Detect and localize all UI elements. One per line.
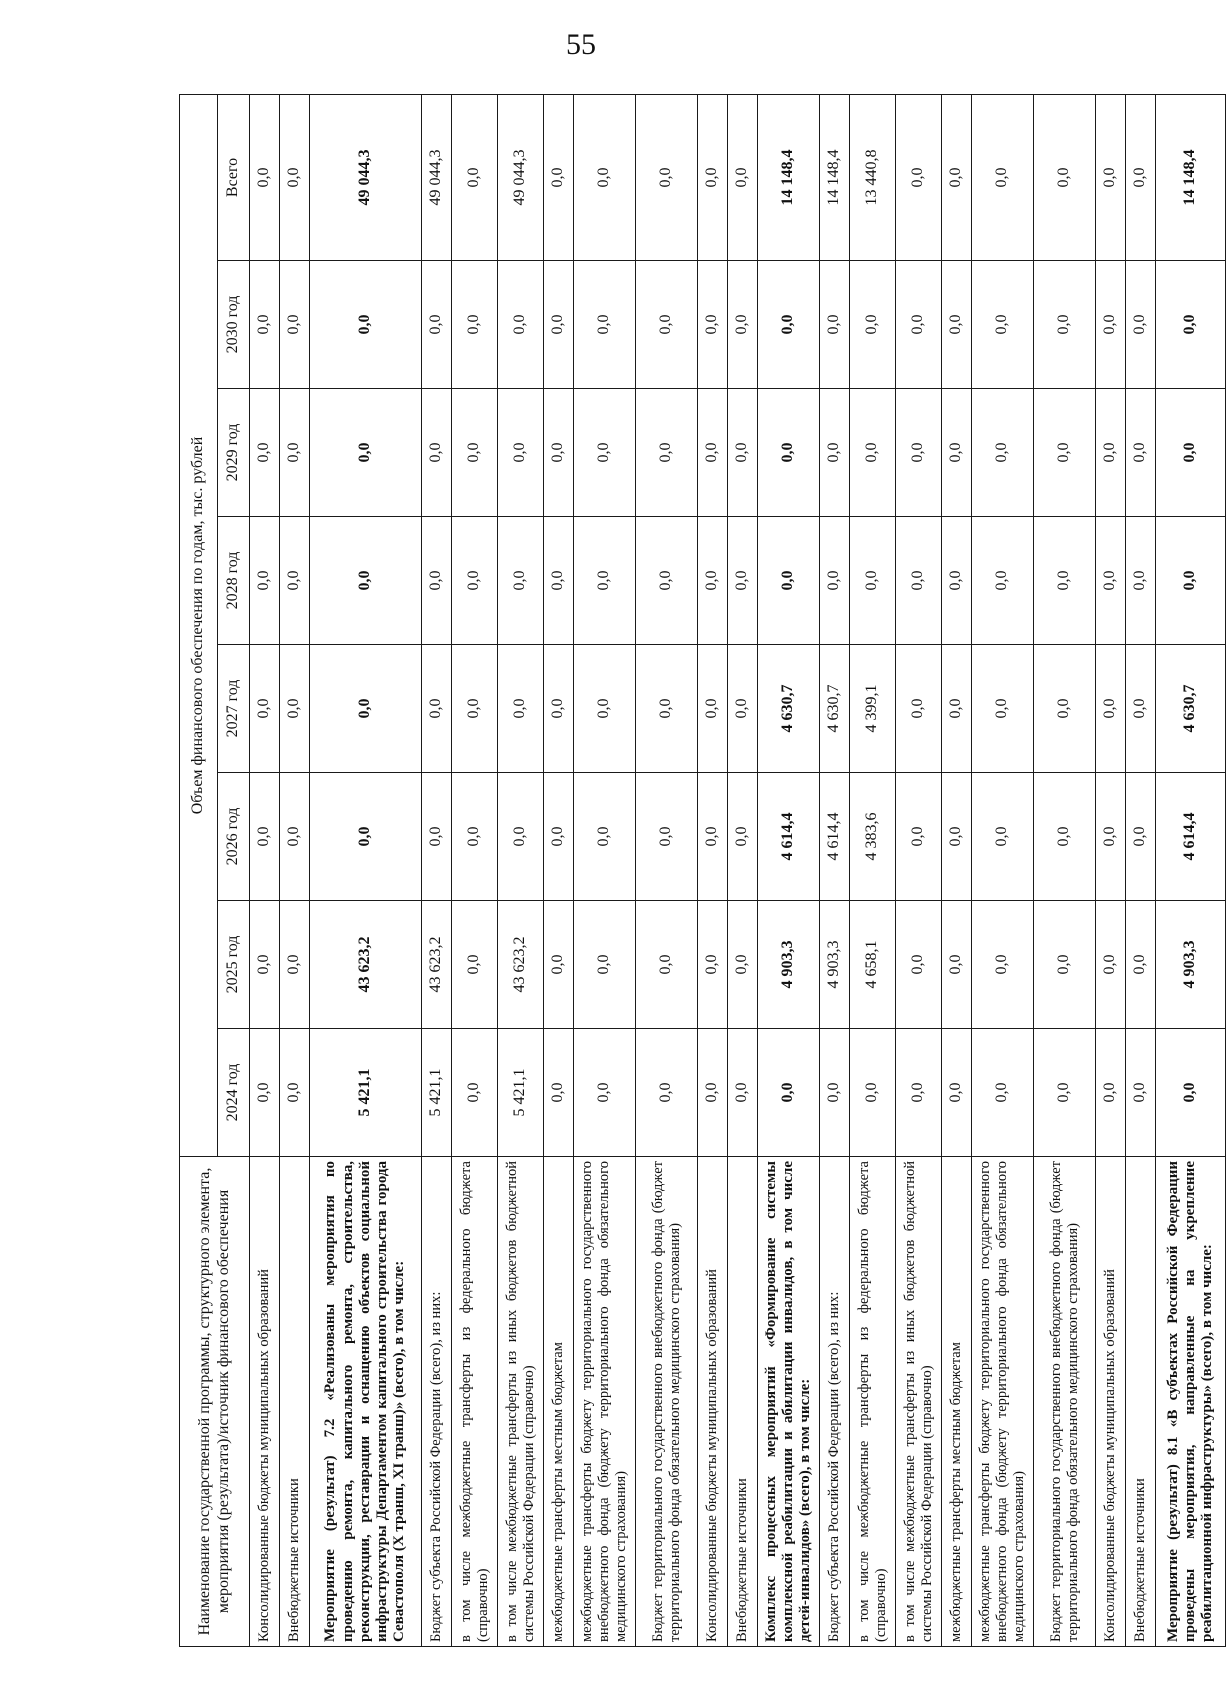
row-label: Бюджет территориального государственного внебюджетного фонда (бюджет территориального фонда обязательного медицинского страхования) [1034, 1157, 1096, 1647]
row-year-value: 0,0 [544, 1029, 574, 1157]
table-row [422, 94, 452, 1646]
row-year-value: 0,0 [1126, 261, 1156, 389]
row-year-value: 0,0 [250, 773, 280, 901]
row-year-value: 0,0 [280, 901, 310, 1029]
row-year-value: 0,0 [698, 261, 728, 389]
header-row-1 [180, 94, 218, 1646]
row-year-value: 43 623,2 [498, 901, 544, 1029]
page-number: 55 [566, 28, 596, 61]
row-year-value: 0,0 [1156, 517, 1226, 645]
row-year-value: 0,0 [896, 773, 942, 901]
row-year-value: 5 421,1 [498, 1029, 544, 1157]
row-year-value: 0,0 [820, 1029, 850, 1157]
table-row [1126, 94, 1156, 1646]
row-total-value: 14 148,4 [758, 94, 820, 260]
table-body [250, 94, 1226, 1646]
row-year-value: 0,0 [544, 517, 574, 645]
row-year-value: 4 903,3 [758, 901, 820, 1029]
row-year-value: 0,0 [544, 773, 574, 901]
header-year: 2025 год [218, 901, 250, 1029]
row-year-value: 0,0 [574, 389, 636, 517]
row-total-value: 0,0 [972, 94, 1034, 260]
row-year-value: 0,0 [728, 645, 758, 773]
row-year-value: 0,0 [942, 261, 972, 389]
row-year-value: 0,0 [942, 773, 972, 901]
row-year-value: 0,0 [1096, 261, 1126, 389]
row-year-value: 0,0 [1034, 389, 1096, 517]
row-year-value: 0,0 [896, 1029, 942, 1157]
row-year-value: 0,0 [758, 389, 820, 517]
row-total-value: 0,0 [636, 94, 698, 260]
row-year-value: 0,0 [280, 261, 310, 389]
table-row [850, 94, 896, 1646]
row-year-value: 0,0 [422, 773, 452, 901]
row-year-value: 0,0 [1126, 517, 1156, 645]
row-year-value: 0,0 [1034, 901, 1096, 1029]
row-year-value: 0,0 [1096, 517, 1126, 645]
row-year-value: 0,0 [942, 389, 972, 517]
row-year-value: 4 614,4 [1156, 773, 1226, 901]
row-year-value: 0,0 [452, 773, 498, 901]
row-year-value: 0,0 [698, 901, 728, 1029]
row-year-value: 0,0 [1034, 517, 1096, 645]
row-total-value: 49 044,3 [310, 94, 422, 260]
row-total-value: 14 148,4 [1156, 94, 1226, 260]
row-year-value: 43 623,2 [422, 901, 452, 1029]
table-row [972, 94, 1034, 1646]
row-total-value: 0,0 [1034, 94, 1096, 260]
row-label: Консолидированные бюджеты муниципальных образований [1096, 1157, 1126, 1647]
row-year-value: 0,0 [820, 389, 850, 517]
row-year-value: 0,0 [758, 1029, 820, 1157]
table-row [896, 94, 942, 1646]
row-year-value: 0,0 [574, 1029, 636, 1157]
row-year-value: 0,0 [422, 645, 452, 773]
row-label: Комплекс процессных мероприятий «Формирование системы комплексной реабилитации и абилитации инвалидов, в том числе детей-инвалидов» (всего), в том числе: [758, 1157, 820, 1647]
row-year-value: 0,0 [1096, 645, 1126, 773]
row-year-value: 0,0 [896, 389, 942, 517]
row-year-value: 0,0 [1126, 645, 1156, 773]
table-row [1096, 94, 1126, 1646]
row-year-value: 0,0 [574, 645, 636, 773]
row-year-value: 5 421,1 [310, 1029, 422, 1157]
row-label: Внебюджетные источники [728, 1157, 758, 1647]
row-year-value: 0,0 [1126, 389, 1156, 517]
row-total-value: 0,0 [1096, 94, 1126, 260]
row-year-value: 0,0 [758, 517, 820, 645]
row-label: Бюджет территориального государственного внебюджетного фонда (бюджет территориального фонда обязательного медицинского страхования) [636, 1157, 698, 1647]
row-year-value: 0,0 [422, 517, 452, 645]
row-year-value: 4 903,3 [820, 901, 850, 1029]
row-year-value: 0,0 [972, 1029, 1034, 1157]
header-year: 2026 год [218, 773, 250, 901]
row-label: в том числе межбюджетные трансферты из иных бюджетов бюджетной системы Российской Федерации (справочно) [498, 1157, 544, 1647]
row-year-value: 4 630,7 [758, 645, 820, 773]
table-row [310, 94, 422, 1646]
row-year-value: 4 903,3 [1156, 901, 1226, 1029]
table-row [544, 94, 574, 1646]
row-year-value: 4 658,1 [850, 901, 896, 1029]
row-year-value: 0,0 [636, 1029, 698, 1157]
row-year-value: 0,0 [250, 901, 280, 1029]
row-year-value: 0,0 [1034, 261, 1096, 389]
row-year-value: 0,0 [452, 389, 498, 517]
row-year-value: 0,0 [498, 389, 544, 517]
row-label: межбюджетные трансферты местным бюджетам [544, 1157, 574, 1647]
row-year-value: 0,0 [728, 389, 758, 517]
row-year-value: 0,0 [728, 517, 758, 645]
row-year-value: 0,0 [850, 261, 896, 389]
row-label: в том числе межбюджетные трансферты из федерального бюджета (справочно) [850, 1157, 896, 1647]
row-year-value: 0,0 [820, 261, 850, 389]
row-year-value: 0,0 [310, 645, 422, 773]
row-total-value: 0,0 [728, 94, 758, 260]
row-label: межбюджетные трансферты местным бюджетам [942, 1157, 972, 1647]
row-total-value: 14 148,4 [820, 94, 850, 260]
row-year-value: 0,0 [452, 901, 498, 1029]
row-year-value: 0,0 [1126, 901, 1156, 1029]
row-year-value: 0,0 [942, 517, 972, 645]
table-row [942, 94, 972, 1646]
row-label: Бюджет субъекта Российской Федерации (всего), из них: [820, 1157, 850, 1647]
row-total-value: 0,0 [698, 94, 728, 260]
row-year-value: 0,0 [452, 1029, 498, 1157]
row-year-value: 0,0 [574, 901, 636, 1029]
row-year-value: 4 614,4 [758, 773, 820, 901]
table-row [1034, 94, 1096, 1646]
row-year-value: 0,0 [498, 645, 544, 773]
table-row [280, 94, 310, 1646]
row-year-value: 0,0 [896, 645, 942, 773]
row-total-value: 13 440,8 [850, 94, 896, 260]
header-year: 2024 год [218, 1029, 250, 1157]
row-total-value: 49 044,3 [422, 94, 452, 260]
header-year: 2027 год [218, 645, 250, 773]
row-year-value: 0,0 [728, 261, 758, 389]
row-year-value: 0,0 [280, 1029, 310, 1157]
row-year-value: 0,0 [280, 517, 310, 645]
row-year-value: 0,0 [1096, 773, 1126, 901]
row-year-value: 0,0 [972, 645, 1034, 773]
row-year-value: 0,0 [574, 517, 636, 645]
row-year-value: 0,0 [1156, 389, 1226, 517]
row-year-value: 0,0 [250, 389, 280, 517]
row-year-value: 0,0 [1096, 901, 1126, 1029]
row-year-value: 0,0 [896, 261, 942, 389]
row-year-value: 0,0 [698, 1029, 728, 1157]
row-year-value: 0,0 [250, 645, 280, 773]
header-year: 2029 год [218, 389, 250, 517]
row-total-value: 49 044,3 [498, 94, 544, 260]
row-total-value: 0,0 [942, 94, 972, 260]
row-year-value: 0,0 [698, 773, 728, 901]
row-year-value: 0,0 [280, 389, 310, 517]
row-year-value: 0,0 [850, 389, 896, 517]
row-year-value: 0,0 [820, 517, 850, 645]
row-year-value: 0,0 [1156, 261, 1226, 389]
row-year-value: 0,0 [972, 261, 1034, 389]
row-year-value: 0,0 [544, 389, 574, 517]
header-total: Всего [218, 94, 250, 260]
financing-table [179, 94, 1226, 1647]
row-year-value: 0,0 [728, 773, 758, 901]
row-label: Внебюджетные источники [280, 1157, 310, 1647]
row-year-value: 0,0 [250, 517, 280, 645]
row-year-value: 0,0 [728, 901, 758, 1029]
row-year-value: 0,0 [498, 261, 544, 389]
row-year-value: 0,0 [972, 389, 1034, 517]
row-label: Мероприятие (результат) 8.1 «В субъектах Российской Федерации проведены мероприятия, направленные на укрепление реабилитационной инфраструктуры» (всего), в том числе: [1156, 1157, 1226, 1647]
row-year-value: 0,0 [1096, 1029, 1126, 1157]
table-row [728, 94, 758, 1646]
row-label: Мероприятие (результат) 7.2 «Реализованы мероприятия по проведению ремонта, капитального ремонта, строительства, реконструкции, реставрации и оснащению объектов социальной инфраструктуры Департаментом капитального строительства города Севастополя (X транш, XI транш)» (всего), в том числе: [310, 1157, 422, 1647]
row-year-value: 0,0 [636, 645, 698, 773]
row-year-value: 0,0 [896, 517, 942, 645]
row-year-value: 0,0 [758, 261, 820, 389]
row-year-value: 0,0 [636, 517, 698, 645]
row-year-value: 0,0 [1034, 645, 1096, 773]
row-year-value: 0,0 [972, 901, 1034, 1029]
row-year-value: 0,0 [574, 773, 636, 901]
row-year-value: 0,0 [1034, 1029, 1096, 1157]
row-year-value: 0,0 [1156, 1029, 1226, 1157]
row-year-value: 0,0 [636, 389, 698, 517]
row-year-value: 4 630,7 [1156, 645, 1226, 773]
row-label: Бюджет субъекта Российской Федерации (всего), из них: [422, 1157, 452, 1647]
row-total-value: 0,0 [574, 94, 636, 260]
row-year-value: 0,0 [636, 901, 698, 1029]
row-year-value: 0,0 [698, 645, 728, 773]
row-label: межбюджетные трансферты бюджету территориального государственного внебюджетного фонда (бюджету территориального фонда обязательного медицинского страхования) [574, 1157, 636, 1647]
table-row [820, 94, 850, 1646]
row-year-value: 0,0 [698, 389, 728, 517]
row-year-value: 4 630,7 [820, 645, 850, 773]
row-year-value: 0,0 [1034, 773, 1096, 901]
financing-table-rotated [179, 95, 1216, 1647]
row-year-value: 4 383,6 [850, 773, 896, 901]
row-year-value: 0,0 [896, 901, 942, 1029]
row-total-value: 0,0 [896, 94, 942, 260]
row-label: межбюджетные трансферты бюджету территориального государственного внебюджетного фонда (бюджету территориального фонда обязательного медицинского страхования) [972, 1157, 1034, 1647]
row-year-value: 0,0 [972, 517, 1034, 645]
row-year-value: 0,0 [574, 261, 636, 389]
row-year-value: 0,0 [498, 517, 544, 645]
row-year-value: 0,0 [452, 517, 498, 645]
row-year-value: 0,0 [250, 261, 280, 389]
row-year-value: 0,0 [422, 261, 452, 389]
row-year-value: 0,0 [498, 773, 544, 901]
row-year-value: 0,0 [310, 261, 422, 389]
row-year-value: 0,0 [422, 389, 452, 517]
row-year-value: 0,0 [544, 901, 574, 1029]
row-year-value: 0,0 [452, 261, 498, 389]
row-year-value: 0,0 [310, 389, 422, 517]
row-year-value: 4 614,4 [820, 773, 850, 901]
row-total-value: 0,0 [250, 94, 280, 260]
row-year-value: 0,0 [636, 773, 698, 901]
row-year-value: 0,0 [1126, 773, 1156, 901]
table-row [250, 94, 280, 1646]
row-year-value: 0,0 [310, 517, 422, 645]
row-year-value: 5 421,1 [422, 1029, 452, 1157]
header-volume: Объем финансового обеспечения по годам, тыс. рублей [180, 94, 218, 1156]
table-row [452, 94, 498, 1646]
row-year-value: 0,0 [850, 1029, 896, 1157]
table-row [1156, 94, 1226, 1646]
row-total-value: 0,0 [544, 94, 574, 260]
table-row [758, 94, 820, 1646]
row-year-value: 0,0 [942, 901, 972, 1029]
row-label: в том числе межбюджетные трансферты из федерального бюджета (справочно) [452, 1157, 498, 1647]
row-year-value: 0,0 [636, 261, 698, 389]
row-year-value: 0,0 [728, 1029, 758, 1157]
header-year: 2030 год [218, 261, 250, 389]
row-year-value: 0,0 [280, 773, 310, 901]
row-year-value: 0,0 [310, 773, 422, 901]
row-year-value: 0,0 [698, 517, 728, 645]
row-year-value: 0,0 [544, 645, 574, 773]
row-year-value: 0,0 [544, 261, 574, 389]
row-year-value: 0,0 [942, 645, 972, 773]
header-year: 2028 год [218, 517, 250, 645]
table-row [574, 94, 636, 1646]
table-row [636, 94, 698, 1646]
header-name: Наименование государственной программы, структурного элемента, мероприятия (результата)/источник финансового обеспечения [180, 1157, 250, 1647]
row-year-value: 0,0 [850, 517, 896, 645]
row-total-value: 0,0 [452, 94, 498, 260]
row-label: Консолидированные бюджеты муниципальных образований [250, 1157, 280, 1647]
row-year-value: 4 399,1 [850, 645, 896, 773]
table-row [498, 94, 544, 1646]
row-year-value: 0,0 [1126, 1029, 1156, 1157]
row-label: Внебюджетные источники [1126, 1157, 1156, 1647]
row-year-value: 0,0 [1096, 389, 1126, 517]
row-year-value: 0,0 [250, 1029, 280, 1157]
row-label: в том числе межбюджетные трансферты из иных бюджетов бюджетной системы Российской Федерации (справочно) [896, 1157, 942, 1647]
row-year-value: 0,0 [452, 645, 498, 773]
row-year-value: 0,0 [280, 645, 310, 773]
row-total-value: 0,0 [1126, 94, 1156, 260]
table-row [698, 94, 728, 1646]
row-year-value: 43 623,2 [310, 901, 422, 1029]
row-year-value: 0,0 [972, 773, 1034, 901]
row-year-value: 0,0 [942, 1029, 972, 1157]
row-label: Консолидированные бюджеты муниципальных образований [698, 1157, 728, 1647]
row-total-value: 0,0 [280, 94, 310, 260]
